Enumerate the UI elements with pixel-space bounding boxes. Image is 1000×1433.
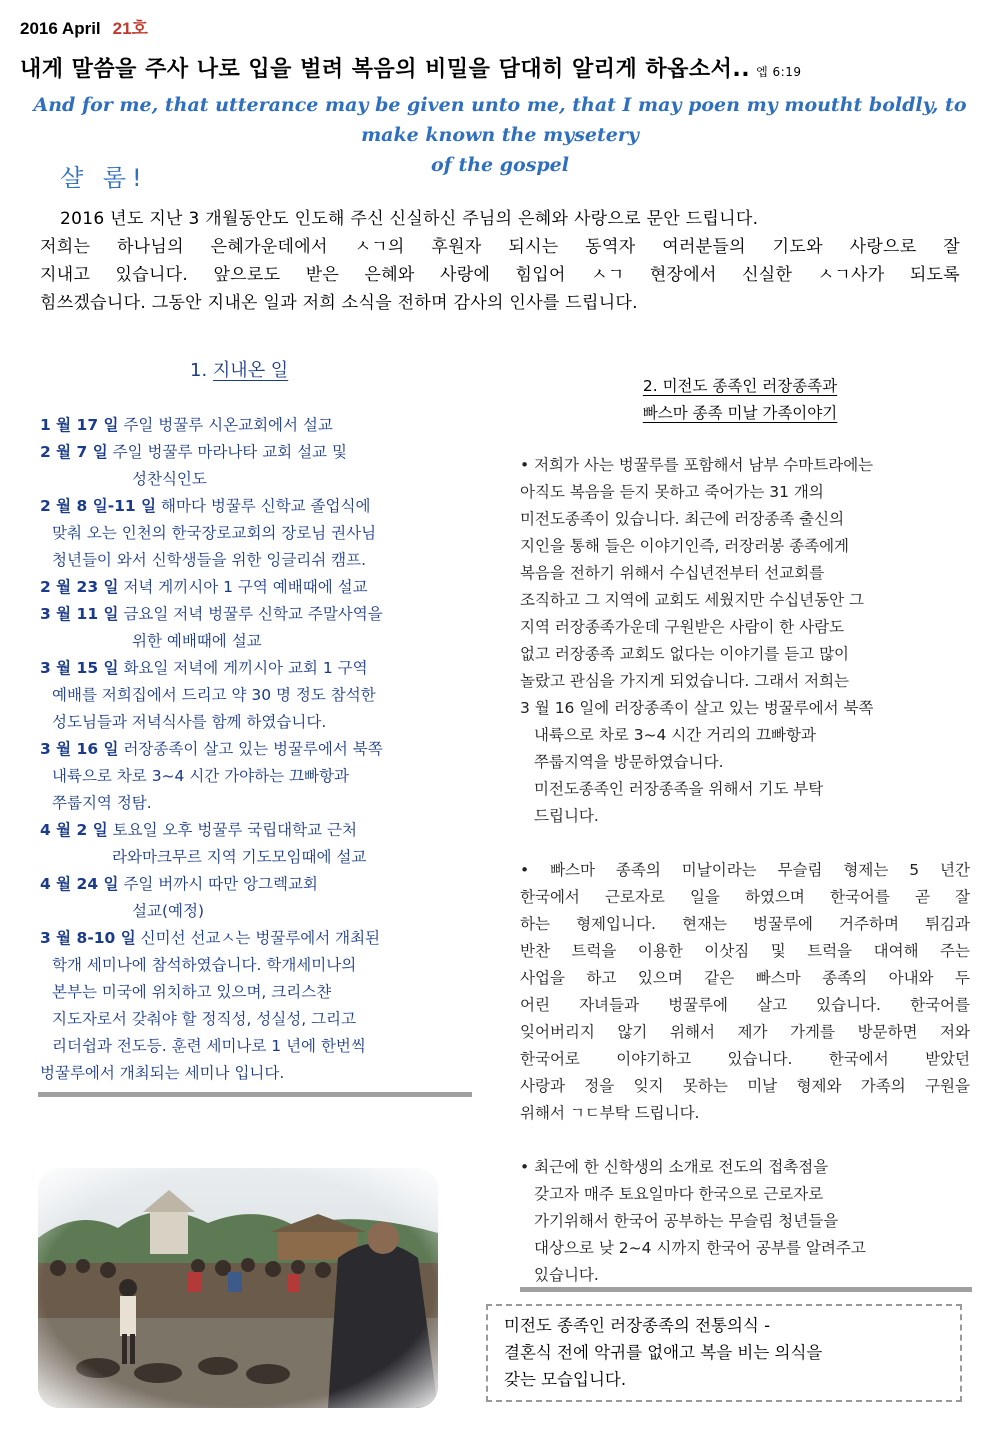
intro-line: 저희는 하나님의 은혜가운데에서 ㅅㄱ의 후원자 되시는 동역자 여러분들의 기도와 사랑으로 잘 — [40, 237, 960, 257]
event-text: 주일 벙꿀루 시온교회에서 설교 — [123, 416, 333, 434]
event-item — [40, 871, 480, 898]
event-text: 라와마크무르 지역 기도모임때에 설교 — [112, 848, 367, 866]
event-item — [40, 601, 480, 628]
para-line: 위해서 ㄱㄷ부탁 드립니다. — [520, 1104, 700, 1122]
para-line: 조직하고 그 지역에 교회도 세웠지만 수십년동안 그 — [520, 591, 864, 609]
para-line: 하는 형제입니다. 현재는 벙꿀루에 거주하며 튀김과 — [520, 915, 970, 933]
para-line: 대상으로 낮 2~4 시까지 한국어 공부를 알려주고 — [534, 1239, 866, 1257]
issue-line — [20, 14, 148, 39]
para-line: 내륙으로 차로 3~4 시간 거리의 끄빠항과 — [534, 726, 816, 744]
section2-paragraph-3 — [520, 1154, 970, 1289]
event-item — [40, 925, 480, 952]
para-line: 없고 러장종족 교회도 없다는 이야기를 듣고 많이 — [520, 645, 850, 663]
event-text: 러장종족이 살고 있는 벙꿀루에서 북쪽 — [123, 740, 383, 758]
section2-paragraph-2 — [520, 857, 970, 1127]
verse-korean-text: 내게 말씀을 주사 나로 입을 벌려 복음의 비밀을 담대히 알리게 하옵소서.. — [20, 57, 751, 82]
verse-english-line-2: of the gospel — [430, 154, 569, 176]
section1-title: 지내온 일 — [212, 360, 289, 381]
para-line: 어린 자녀들과 벙꿀루에 살고 있습니다. 한국어를 — [520, 996, 970, 1014]
para-line: 미전도종족이 있습니다. 최근에 러장종족 출신의 — [520, 510, 845, 528]
event-text: 학개 세미나에 참석하였습니다. 학개세미나의 — [52, 956, 357, 974]
section2-paragraph-1 — [520, 452, 970, 830]
intro-line: 2016 년도 지난 3 개월동안도 인도해 주신 신실하신 주님의 은혜와 사랑으로 문안 드립니다. — [60, 209, 759, 229]
event-date: 3 월 16 일 — [40, 740, 119, 758]
para-line: 쭈룹지역을 방문하였습니다. — [534, 753, 724, 771]
event-item — [40, 412, 480, 439]
event-date: 3 월 8-10 일 — [40, 929, 136, 947]
event-text: 성찬식인도 — [132, 470, 207, 488]
event-text: 토요일 오후 벙꿀루 국립대학교 근처 — [112, 821, 357, 839]
event-item — [40, 574, 480, 601]
event-item — [40, 736, 480, 763]
event-text: 주일 버까시 따만 앙그렉교회 — [123, 875, 318, 893]
section1-number: 1. — [190, 360, 208, 381]
greeting: 샬 롬! — [60, 164, 148, 192]
event-text: 주일 벙꿀루 마라나타 교회 설교 및 — [112, 443, 347, 461]
event-text: 맞춰 오는 인천의 한국장로교회의 장로님 권사님 — [52, 524, 377, 542]
event-text: 예배를 저희집에서 드리고 약 30 명 정도 참석한 — [52, 686, 376, 704]
section1-heading — [190, 356, 288, 382]
section2-title-line-2 — [520, 400, 960, 427]
para-line: 미전도종족인 러장종족을 위해서 기도 부탁 — [534, 780, 824, 798]
verse-english-line-1: And for me, that utterance may be given unto me, that I may poen my moutht boldly, to make known the mysetery — [33, 94, 967, 146]
para-line: 갖고자 매주 토요일마다 한국으로 근로자로 — [534, 1185, 824, 1203]
para-line: 반찬 트럭을 이용한 이삿짐 및 트럭을 대여해 주는 — [520, 942, 970, 960]
event-text: 저녁 게끼시아 1 구역 예배때에 설교 — [123, 578, 368, 596]
event-text: 설교(예정) — [132, 902, 204, 920]
event-text: 해마다 벙꿀루 신학교 졸업식에 — [161, 497, 371, 515]
event-text: 신미선 선교ㅅ는 벙꿀루에서 개최된 — [140, 929, 381, 947]
para-line: 사랑과 정을 잊지 못하는 미날 형제와 가족의 구원을 — [520, 1077, 970, 1095]
verse-english — [20, 90, 980, 180]
event-text: 쭈룹지역 정탐. — [52, 794, 152, 812]
para-line: 가기위해서 한국어 공부하는 무슬림 청년들을 — [534, 1212, 839, 1230]
para-line: 잊어버리지 않기 위해서 제가 가게를 방문하면 저와 — [520, 1023, 970, 1041]
event-date: 3 월 15 일 — [40, 659, 119, 677]
issue-number: 21호 — [112, 19, 148, 38]
event-text: 성도님들과 저녁식사를 함께 하였습니다. — [52, 713, 327, 731]
issue-date: 2016 April — [20, 19, 101, 38]
section2-title-2: 빠스마 종족 미날 가족이야기 — [642, 404, 838, 422]
section1-divider — [38, 1092, 472, 1097]
para-line: 드립니다. — [534, 807, 599, 825]
para-line: 한국어로 이야기하고 있습니다. 한국에서 받았던 — [520, 1050, 970, 1068]
para-line: 있습니다. — [534, 1266, 599, 1284]
event-text: 본부는 미국에 위치하고 있으며, 크리스챤 — [52, 983, 332, 1001]
para-line: 사업을 하고 있으며 같은 빠스마 종족의 아내와 두 — [520, 969, 970, 987]
para-line: • 저희가 사는 벙꿀루를 포함해서 남부 수마트라에는 — [520, 456, 874, 474]
event-text: 청년들이 와서 신학생들을 위한 잉글리쉬 캠프. — [52, 551, 367, 569]
event-item — [40, 817, 480, 844]
para-line: 복음을 전하기 위해서 수십년전부터 선교회를 — [520, 564, 825, 582]
para-line: 아직도 복음을 듣지 못하고 죽어가는 31 개의 — [520, 483, 824, 501]
event-text: 벙꿀루에서 개최되는 세미나 입니다. — [40, 1064, 285, 1082]
para-line: • 빠스마 종족의 미날이라는 무슬림 형제는 5 년간 — [520, 861, 970, 879]
section2-heading — [520, 373, 960, 427]
para-line: 한국에서 근로자로 일을 하였으며 한국어를 곧 잘 — [520, 888, 970, 906]
event-date: 4 월 24 일 — [40, 875, 119, 893]
caption-line: 미전도 종족인 러장종족의 전통의식 - — [504, 1316, 771, 1335]
event-date: 2 월 8 일-11 일 — [40, 497, 157, 515]
para-line: 지역 러장종족가운데 구원받은 사람이 한 사람도 — [520, 618, 845, 636]
event-item — [40, 655, 480, 682]
event-text: 화요일 저녁에 게끼시아 교회 1 구역 — [123, 659, 368, 677]
event-text: 지도자로서 갖춰야 할 정직성, 성실성, 그리고 — [52, 1010, 357, 1028]
para-line: 3 월 16 일에 러장종족이 살고 있는 벙꿀루에서 북쪽 — [520, 699, 874, 717]
event-item — [40, 439, 480, 466]
event-text: 내륙으로 차로 3~4 시간 가야하는 끄빠항과 — [52, 767, 349, 785]
photo-caption-box — [486, 1304, 962, 1402]
caption-line: 결혼식 전에 악귀를 없애고 복을 비는 의식을 — [504, 1343, 823, 1362]
event-date: 4 월 2 일 — [40, 821, 108, 839]
event-text: 리더쉽과 전도등. 훈련 세미나로 1 년에 한번씩 — [52, 1037, 366, 1055]
para-line: 놀랐고 관심을 가지게 되었습니다. 그래서 저희는 — [520, 672, 850, 690]
verse-korean — [20, 52, 801, 83]
event-date: 1 월 17 일 — [40, 416, 119, 434]
verse-reference: 엡 6:19 — [756, 65, 802, 79]
section2-body — [520, 452, 970, 1316]
para-line: • 최근에 한 신학생의 소개로 전도의 접촉점을 — [520, 1158, 829, 1176]
section2-title-1: 2. 미전도 종족인 러장종족과 — [642, 377, 838, 395]
event-item — [40, 493, 480, 520]
section2-divider — [520, 1287, 972, 1292]
para-line: 지인을 통해 들은 이야기인즉, 러장러봉 종족에게 — [520, 537, 850, 555]
event-text: 위한 예배때에 설교 — [132, 632, 262, 650]
intro-line: 지내고 있습니다. 앞으로도 받은 은혜와 사랑에 힘입어 ㅅㄱ 현장에서 신실한 ㅅㄱ사가 되도록 — [40, 265, 960, 285]
section2-title-line-1 — [520, 373, 960, 400]
ceremony-photo-illustration — [38, 1168, 438, 1408]
ceremony-photo — [38, 1168, 438, 1408]
event-text: 금요일 저녁 벙꿀루 신학교 주말사역을 — [123, 605, 383, 623]
event-date: 2 월 7 일 — [40, 443, 108, 461]
caption-line: 갖는 모습입니다. — [504, 1370, 627, 1389]
intro-paragraph — [40, 205, 960, 317]
section1-events — [40, 412, 480, 1087]
event-date: 3 월 11 일 — [40, 605, 119, 623]
intro-line: 힘쓰겠습니다. 그동안 지내온 일과 저희 소식을 전하며 감사의 인사를 드립니다. — [40, 293, 638, 313]
event-date: 2 월 23 일 — [40, 578, 119, 596]
